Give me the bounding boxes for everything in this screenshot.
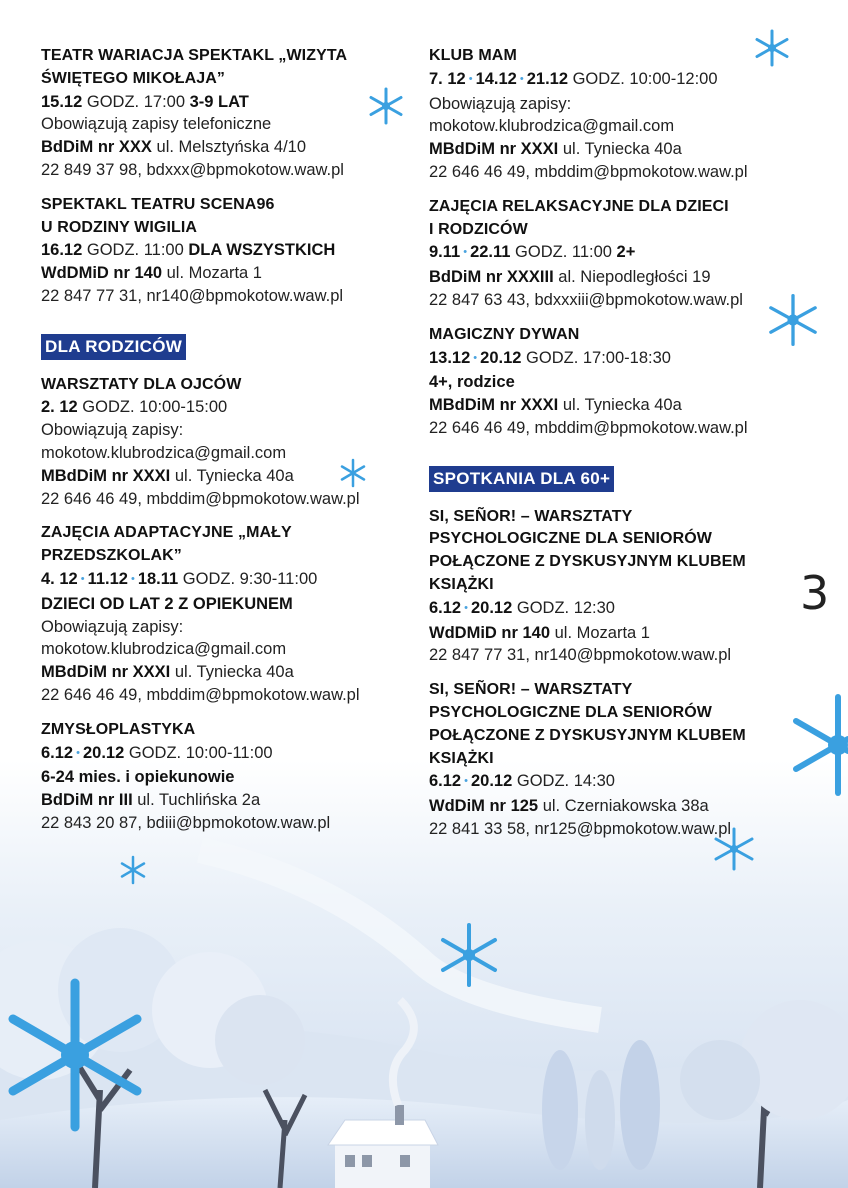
event-title: WARSZTATY DLA OJCÓW [41,375,242,393]
bullet-dot-icon: • [519,72,524,85]
event-detail-bold: 4. 12 [41,569,78,588]
event-detail-text: GODZ. 12:30 [512,598,615,617]
event-title: KSIĄŻKI [429,575,494,593]
event-item [429,324,799,440]
event-title: SPEKTAKL TEATRU SCENA96 [41,195,275,213]
snowflake-icon [118,855,148,885]
event-detail-line [429,68,799,93]
event-title: KLUB MAM [429,47,517,64]
event-detail-text: Obowiązują zapisy: [41,421,184,440]
event-item [429,196,799,312]
event-detail-line [41,113,411,136]
event-detail-bold: 20.12 [470,598,513,617]
event-detail-text: GODZ. 10:00-11:00 [124,743,273,762]
event-detail-text: Obowiązują zapisy: [429,94,572,113]
event-detail-text: ul. Tyniecka 40a [558,140,682,159]
bullet-dot-icon: • [130,572,135,585]
event-title: ŚWIĘTEGO MIKOŁAJA” [41,69,226,87]
event-detail-line [429,622,799,645]
event-detail-text: GODZ. 11:00 [510,243,617,262]
event-detail-text: GODZ. 10:00-12:00 [568,69,718,88]
event-detail-text: 22 646 46 49, mbddim@bpmokotow.waw.pl [41,685,360,704]
event-detail-bold: DZIECI OD LAT 2 Z OPIEKUNEM [41,594,293,613]
event-detail-line [429,818,799,841]
event-detail-bold: MBdDiM nr XXXI [41,663,171,682]
event-item [41,719,411,835]
event-detail-line [41,684,411,707]
event-detail-text: GODZ. 10:00-15:00 [77,398,228,417]
event-title: SI, SEÑOR! – WARSZTATY [429,507,633,525]
snowflake-icon [0,975,150,1135]
event-title: ZMYSŁOPLASTYKA [41,720,196,738]
bullet-dot-icon: • [80,572,85,585]
event-title: TEATR WARIACJA SPEKTAKL „WIZYTA [41,47,348,64]
right-events-2 [429,506,799,841]
event-detail-bold: BdDiM nr XXXIII [429,268,554,287]
event-detail-bold: MBdDiM nr XXXI [429,140,559,159]
event-detail-text: ul. Tuchlińska 2a [132,791,261,810]
bullet-dot-icon: • [468,72,473,85]
event-detail-line [41,488,411,511]
bullet-dot-icon: • [463,246,468,259]
event-detail-bold: 3-9 LAT [189,92,249,111]
event-detail-bold: WdDiM nr 125 [429,797,539,816]
event-detail-bold: 6.12 [41,743,74,762]
event-detail-line [429,266,799,289]
event-title: POŁĄCZONE Z DYSKUSYJNYM KLUBEM [429,553,746,571]
event-detail-bold: BdDiM nr XXX [41,138,152,157]
event-detail-line [429,394,799,417]
event-detail-line [41,442,411,465]
event-detail-line [429,795,799,818]
event-detail-bold: 4+, rodzice [429,373,515,392]
event-detail-bold: 21.12 [526,69,569,88]
event-detail-line [429,93,799,116]
event-detail-text: GODZ. 9:30-11:00 [178,569,318,588]
event-detail-line [41,593,411,616]
event-detail-line [41,239,411,262]
event-detail-text: Obowiązują zapisy telefoniczne [41,115,272,134]
event-detail-bold: 6.12 [429,772,462,791]
event-detail-line [429,371,799,394]
page-number: 3 [800,566,830,620]
event-detail-line [429,417,799,440]
event-detail-bold: 7. 12 [429,69,466,88]
section-header-dla-rodzicow: DLA RODZICÓW [41,334,186,360]
event-detail-text: GODZ. 14:30 [512,772,615,791]
event-detail-line [41,159,411,182]
event-detail-text: 22 849 37 98, bdxxx@bpmokotow.waw.pl [41,160,344,179]
event-title: PSYCHOLOGICZNE DLA SENIORÓW [429,530,713,548]
event-title: U RODZINY WIGILIA [41,218,198,236]
snowflake-icon [436,922,502,988]
event-item [429,506,799,668]
event-detail-bold: 20.12 [480,348,522,367]
event-detail-text: 22 841 33 58, nr125@bpmokotow.waw.pl [429,819,732,838]
event-detail-line [41,616,411,639]
event-detail-text: mokotow.klubrodzica@gmail.com [41,443,287,462]
event-detail-line [41,766,411,789]
left-events-1 [41,45,411,308]
event-detail-line [41,285,411,308]
event-item [429,679,799,841]
event-detail-text: ul. Melsztyńska 4/10 [151,138,307,157]
event-detail-bold: 22.11 [470,243,511,262]
event-detail-bold: MBdDiM nr XXXI [41,466,171,485]
event-detail-text: ul. Tyniecka 40a [170,663,294,682]
event-detail-bold: DLA WSZYSTKICH [188,241,336,260]
event-detail-bold: 20.12 [470,772,513,791]
event-detail-line [41,419,411,442]
event-detail-line [41,661,411,684]
event-detail-bold: 6.12 [429,598,462,617]
event-detail-bold: 18.11 [137,569,179,588]
event-detail-line [429,644,799,667]
event-detail-text: GODZ. 17:00 [82,92,190,111]
event-detail-bold: BdDiM nr III [41,791,133,810]
event-detail-line [429,161,799,184]
event-title: I RODZICÓW [429,220,528,238]
event-detail-line [41,638,411,661]
event-detail-line [41,136,411,159]
event-item [41,374,411,511]
event-detail-line [41,789,411,812]
event-detail-line [41,262,411,285]
event-detail-line [429,138,799,161]
event-detail-bold: WdDMiD nr 140 [41,264,163,283]
event-detail-text: 22 847 63 43, bdxxxiii@bpmokotow.waw.pl [429,290,743,309]
bullet-dot-icon: • [464,601,468,614]
right-events-1 [429,45,799,440]
event-detail-line [41,742,411,767]
event-detail-line [429,347,799,372]
event-detail-bold: 2+ [616,243,636,262]
event-detail-line [41,812,411,835]
event-item [429,45,799,184]
event-detail-bold: 13.12 [429,348,471,367]
event-detail-line [41,465,411,488]
event-detail-text: Obowiązują zapisy: [41,617,184,636]
event-title: PSYCHOLOGICZNE DLA SENIORÓW [429,703,713,721]
event-detail-line [429,770,799,795]
event-detail-text: 22 847 77 31, nr140@bpmokotow.waw.pl [41,286,344,305]
event-detail-bold: 14.12 [475,69,517,88]
event-title: POŁĄCZONE Z DYSKUSYJNYM KLUBEM [429,726,746,744]
event-detail-bold: 6-24 mies. i opiekunowie [41,768,235,787]
event-title: KSIĄŻKI [429,749,494,767]
event-detail-text: GODZ. 17:00-18:30 [521,348,671,367]
bullet-dot-icon: • [76,746,80,759]
event-detail-line [41,568,411,593]
event-detail-line [429,241,799,266]
event-title: ZAJĘCIA ADAPTACYJNE „MAŁY [41,524,292,542]
right-column [429,45,799,853]
event-item [41,522,411,706]
event-detail-text: 22 646 46 49, mbddim@bpmokotow.waw.pl [429,162,748,181]
event-detail-bold: 9.11 [429,243,461,262]
bullet-dot-icon: • [464,775,468,788]
event-detail-text: ul. Tyniecka 40a [170,466,294,485]
event-title: MAGICZNY DYWAN [429,325,580,343]
event-detail-text: mokotow.klubrodzica@gmail.com [41,640,287,659]
event-detail-text: 22 646 46 49, mbddim@bpmokotow.waw.pl [429,418,748,437]
event-detail-bold: WdDMiD nr 140 [429,623,551,642]
event-detail-text: ul. Mozarta 1 [550,623,650,642]
event-detail-bold: MBdDiM nr XXXI [429,396,559,415]
event-item [41,45,411,182]
event-detail-line [429,289,799,312]
event-detail-text: ul. Czerniakowska 38a [538,797,709,816]
left-events-2 [41,374,411,835]
event-title: PRZEDSZKOLAK” [41,547,182,565]
event-detail-line [429,597,799,622]
event-detail-line [41,396,411,419]
section-header-spotkania-60: SPOTKANIA DLA 60+ [429,466,614,492]
event-detail-line [429,115,799,138]
event-detail-bold: 15.12 [41,92,83,111]
event-detail-text: 22 843 20 87, bdiii@bpmokotow.waw.pl [41,813,331,832]
event-detail-line [41,91,411,114]
event-item [41,194,411,308]
event-detail-text: mokotow.klubrodzica@gmail.com [429,117,675,136]
event-title: SI, SEÑOR! – WARSZTATY [429,681,633,699]
event-detail-text: 22 847 77 31, nr140@bpmokotow.waw.pl [429,646,732,665]
event-detail-text: GODZ. 11:00 [82,241,189,260]
event-detail-bold: 16.12 [41,241,83,260]
event-detail-bold: 20.12 [82,743,125,762]
left-column [41,45,411,847]
bullet-dot-icon: • [473,351,478,364]
event-detail-bold: 11.12 [87,569,128,588]
event-detail-text: ul. Mozarta 1 [162,264,262,283]
event-detail-text: ul. Tyniecka 40a [558,396,682,415]
event-title: ZAJĘCIA RELAKSACYJNE DLA DZIECI [429,197,729,215]
event-detail-text: 22 646 46 49, mbddim@bpmokotow.waw.pl [41,489,360,508]
event-detail-bold: 2. 12 [41,398,78,417]
event-detail-text: al. Niepodległości 19 [553,268,711,287]
